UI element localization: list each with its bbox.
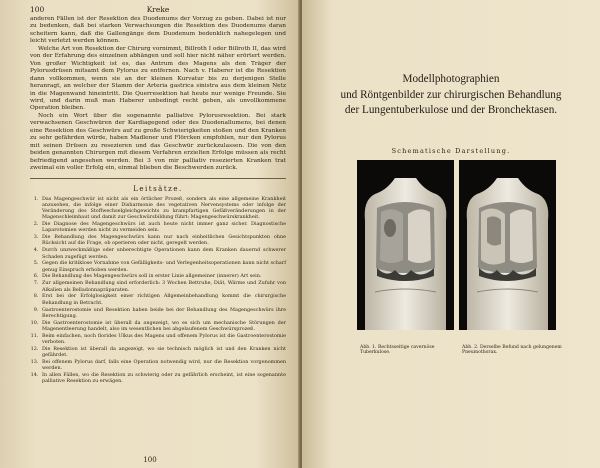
- guideline-item: 7. Zur allgemeinen Behandlung sind erforderlich: 3 Wochen Bettruhe, Diät, Wärme und Zufuhr von Alkalien als Belladonnapräparaten.: [40, 280, 286, 293]
- guidelines-heading: Leitsätze.: [133, 184, 183, 193]
- paragraph: anderen Fällen ist der Resektion des Duodenums der Vorzug zu geben. Dabei ist nur zu bedenken, daß bei starken Verwachsungen die Resektion des Duodenums daran scheitern kann, daß die Gallengänge dem Duodenum bedenklich nahegelegen und leicht verletzt werden können.: [30, 16, 286, 45]
- guideline-item: 13. Bei offenem Pylorus darf, falls eine Operation notwendig wird, nur die Resektion vorgenommen werden.: [40, 359, 286, 372]
- bottom-page-number: 100: [143, 456, 157, 464]
- right-page: [302, 0, 600, 468]
- guideline-item: 4. Durch unzweckmäßige oder unberechtigte Operationen kann dem Kranken dauernd schwerer Schaden zugefügt werden.: [40, 247, 286, 260]
- title-line: und Röntgenbilder zur chirurgischen Behandlung: [340, 88, 562, 101]
- figure-1-caption: Abb. 1. Rechtsseitige cavernöse Tuberkulose.: [360, 345, 435, 355]
- guideline-item: 11. Beim einfachen, noch florides Ulkus des Magens und offenem Pylorus ist die Gastroenterostomie verboten.: [40, 333, 286, 346]
- guideline-item: 3. Die Behandlung des Magengeschwürs kann nur nach einheitlichen Gesichtspunkten ohne Rücksicht auf die Frage, ob operieren oder nicht, geregelt werden.: [40, 234, 286, 247]
- page-number: 100: [30, 5, 45, 14]
- figure-1-photo: [357, 160, 454, 330]
- guideline-item: 14. In allen Fällen, wo die Resektion zu schwierig oder zu gefährlich erscheint, ist eine sogenannte palliative Resektion zu erwägen.: [40, 372, 286, 385]
- guideline-item: 12. Die Resektion ist überall da angezeigt, wo sie technisch möglich ist und den Kranken nicht gefährdet.: [40, 346, 286, 359]
- left-running-header: [30, 5, 286, 14]
- paragraph: Welche Art von Resektion der Chirurg vornimmt, Billroth I oder Billroth II, das wird von der Erfahrung des einzelnen abhängen und soll hier nicht näher erörtert werden. Von großer Wichtigkeit ist es, das Antrum des Magens als den Träger der Pylorusdrüsen mitsamt dem Pylorus zu entfernen. Nach v. Haberer ist die Resektion dann vollkommen, wenn sie an der kleinen Kurvatur bis zu derjenigen Stelle heranragt, an welcher der Stamm der Arteria gastrica sinistra aus dem kleinen Netz in die Magenwand hineintritt. Die Querresektion hat heute nur wenige Freunde. Sie wird, und darin muß man Haberer unbedingt recht geben, als unvollkommene Operation bleiben.: [30, 45, 286, 112]
- figure-2-photo: [459, 160, 556, 330]
- guideline-item: 2. Die Diagnose des Magengeschwürs ist auch heute nicht immer ganz sicher. Diagnostische Laparotomien werden nicht zu vermeiden sein.: [40, 221, 286, 234]
- title-line: Modellphotographien: [402, 73, 500, 85]
- figure-2-caption: Abb. 2. Derselbe Befund nach gelungenem Pneumothorax.: [462, 345, 562, 355]
- guideline-item: 8. Erst bei der Erfolglosigkeit einer richtigen Allgemeinbehandlung kommt die chirurgische Behandlung in Betracht.: [40, 293, 286, 306]
- torso-model-illustration-1: [357, 160, 454, 330]
- plate-title: [302, 72, 600, 119]
- guideline-item: 5. Gegen die kritiklose Vornahme von Gefälligkeits- und Verlegenheitsoperationen kann nicht scharf genug Einspruch erhoben werden.: [40, 260, 286, 273]
- body-text: [30, 16, 286, 173]
- guideline-item: 9. Gastroenterostomie und Resektion haben beide bei der Behandlung des Magengeschwürs ihre Berechtigung.: [40, 307, 286, 320]
- guidelines-list: [30, 196, 286, 385]
- guideline-item: 1. Das Magengeschwür ist nicht als ein örtlicher Prozeß, sondern als eine allgemeine Krankheit anzusehen, die infolge einer Disharmonie des vegetativen Nervensystems oder infolge der Veränderung des Stoffwechselgleichgewichts zu krampfartigen Gefäßveränderungen in der Magenschleimhaut und damit zur Geschwürsbildung führt: Magengeschwürskrankheit.: [40, 196, 286, 221]
- title-line: der Lungentuberkulose und der Bronchektasen.: [344, 104, 558, 116]
- running-head-title: Kreke: [146, 5, 170, 14]
- plate-subtitle: Schematische Darstellung.: [391, 147, 511, 155]
- section-divider: [30, 178, 286, 179]
- paragraph: Noch ein Wort über die sogenannte palliative Pylorusresektion. Bei stark verwachsenen Geschwüren der Kardiagegend oder des Duodenallumens, bei denen eine Resektion des Geschwürs auf zu große Schwierigkeiten stoßen und den Kranken zu sehr gefährden würde, haben Madlener und Flörcken empfohlen, nur den Pylorus mit seinen Drüsen zu resezieren und das Geschwür zurückzulassen. Die von den beiden genannten Chirurgen mit diesem Verfahren erzielten Erfolge müssen als recht befriedigend angesehen werden. Bei 3 von mir palliativ resezierten Kranken trat zweimal ein voller Erfolg ein, einmal blieben die Beschwerden zurück.: [30, 112, 286, 172]
- guideline-item: 10. Die Gastroenterostomie ist überall da angezeigt, wo es sich um mechanische Störungen der Magenentleerung handelt, also im wesentlichen bei abgelaufenem Geschwürsprozeß.: [40, 320, 286, 333]
- torso-model-illustration-2: [459, 160, 556, 330]
- guideline-item: 6. Die Behandlung des Magengeschwürs soll in erster Linie allgemeiner (innerer) Art sein.: [40, 273, 286, 279]
